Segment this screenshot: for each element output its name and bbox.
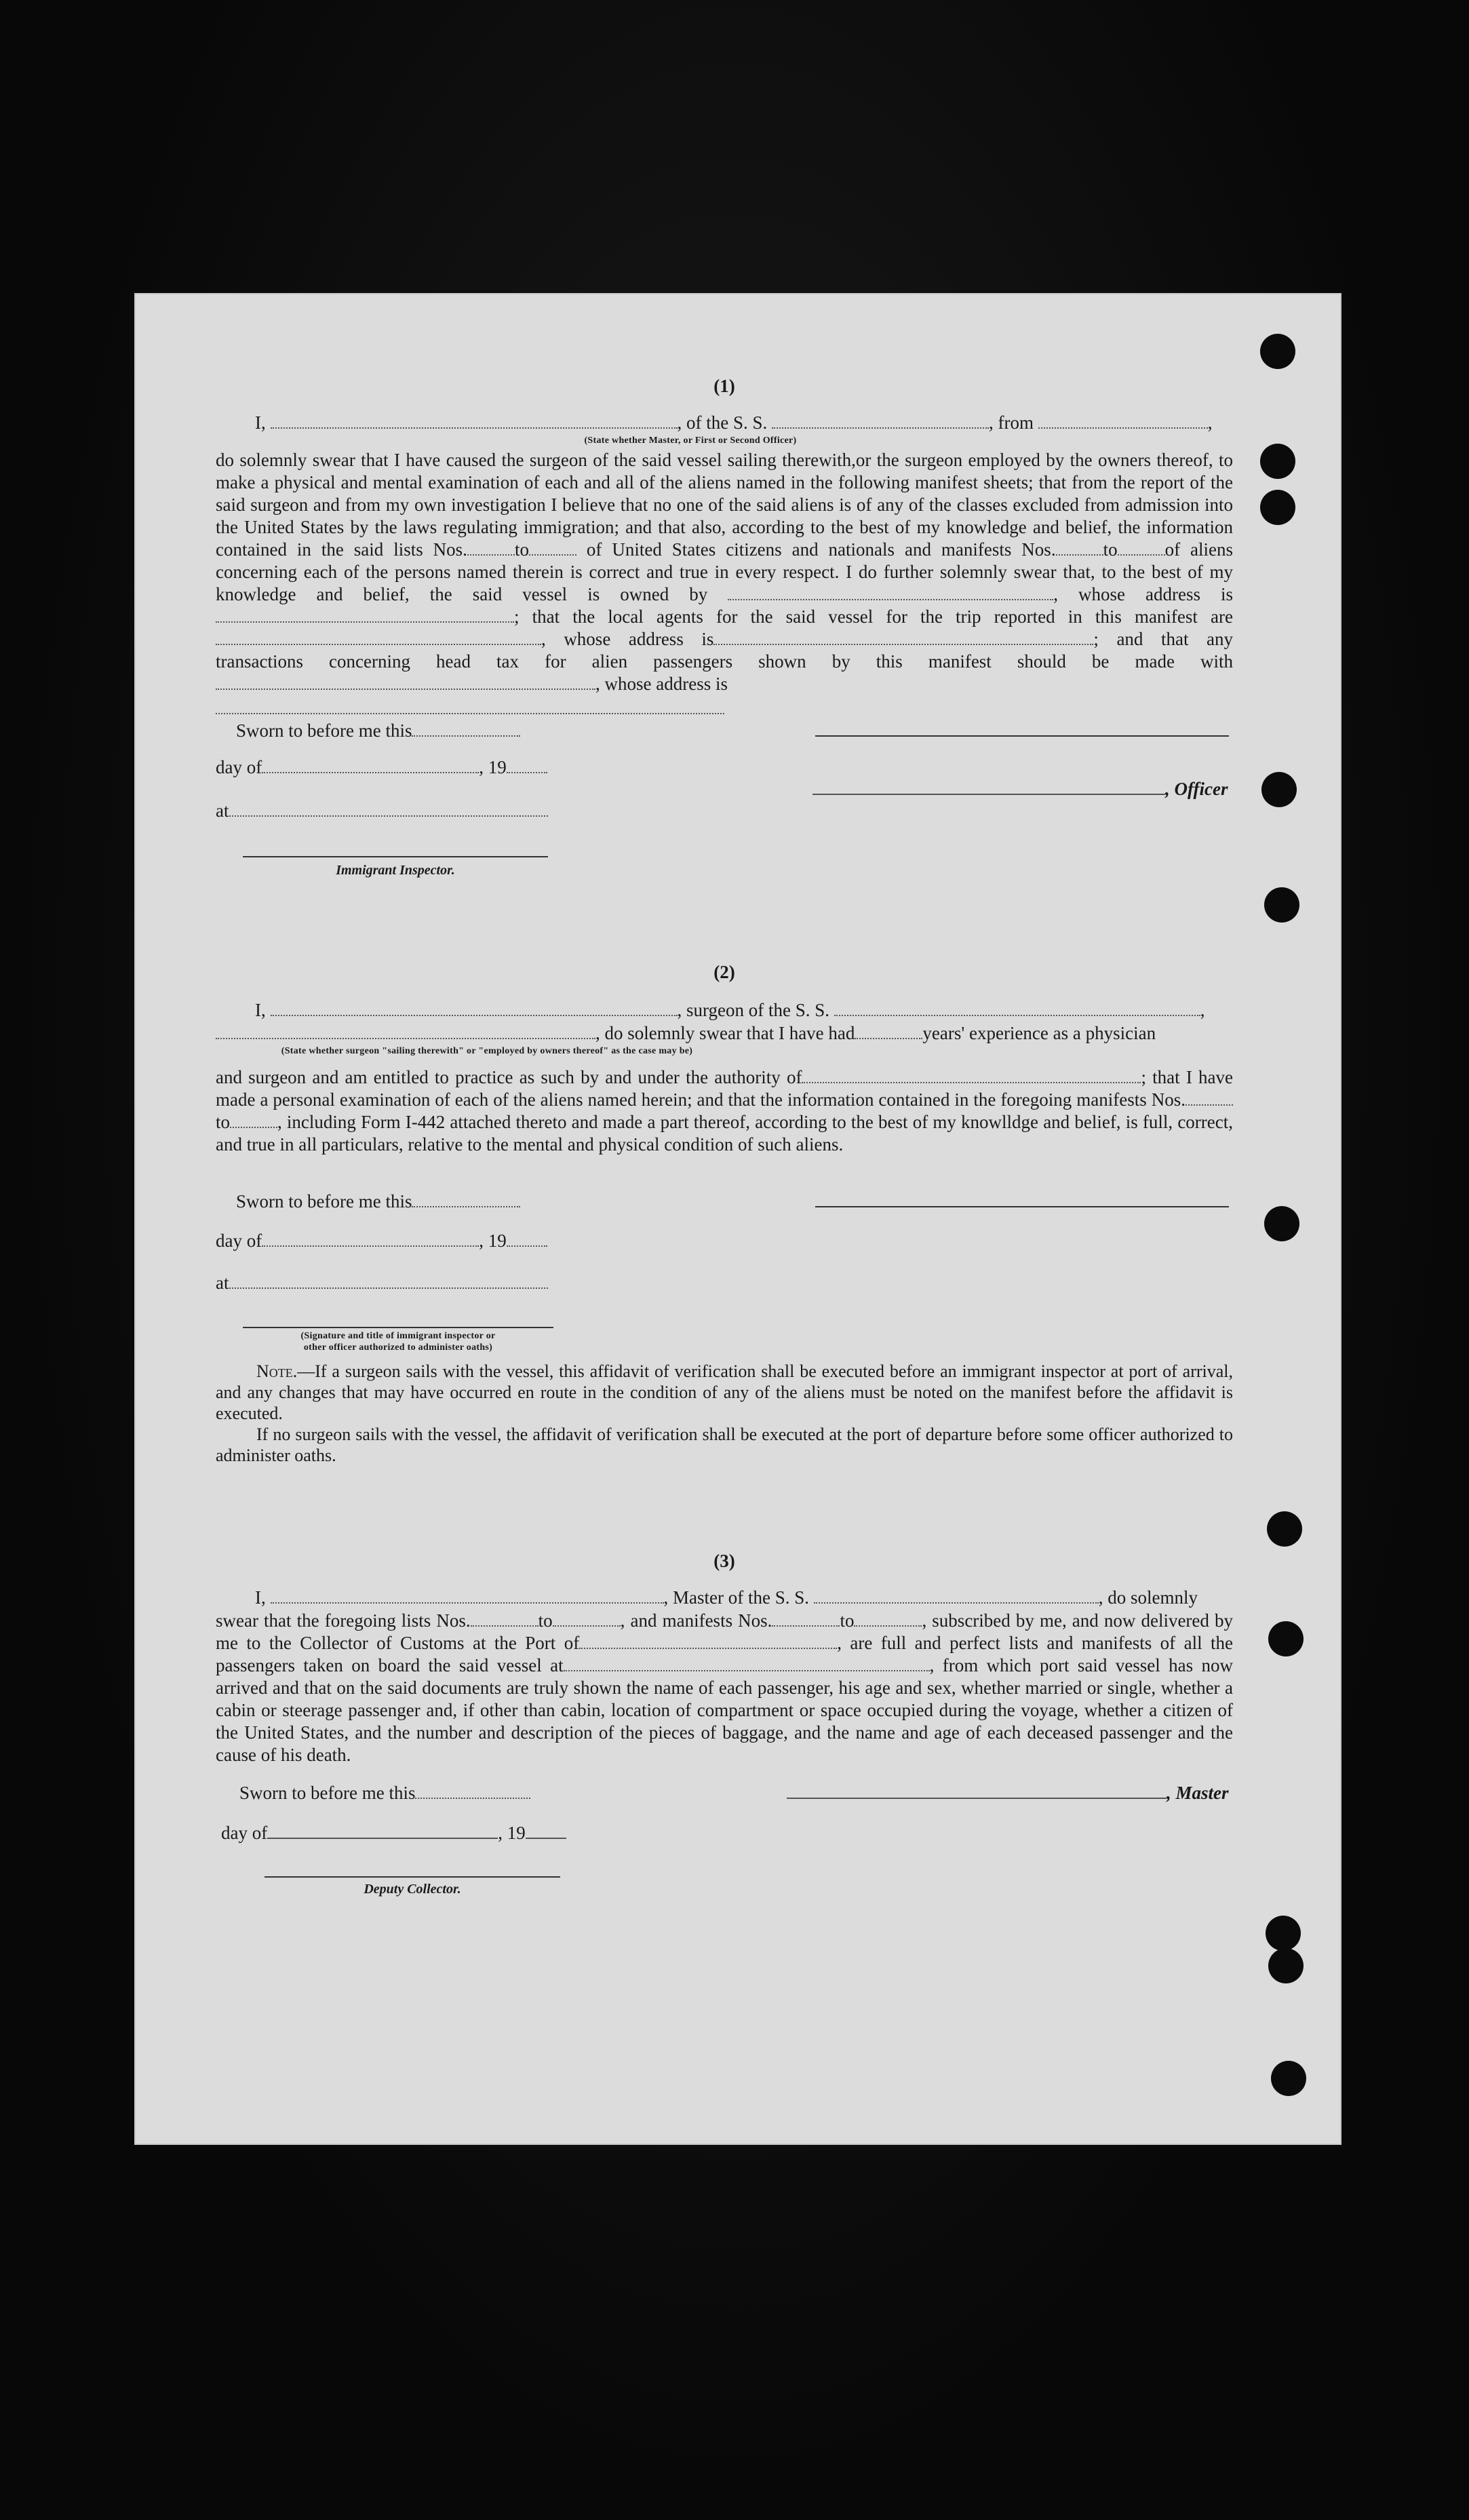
- section-1-para-e: whose address is: [564, 629, 714, 649]
- text-do-solemnly: , do solemnly: [1098, 1587, 1198, 1608]
- section-2-number: (2): [713, 962, 735, 982]
- text-sworn: Sworn to before me this: [236, 720, 412, 741]
- text-years-experience: years' experience as a physician: [922, 1023, 1156, 1043]
- owner-address-blank[interactable]: [216, 608, 514, 623]
- section-1-body: do solemnly swear that I have caused the surgeon of the said vessel sailing therewith,or the surgeon employed by the owners thereof, to make a physical and mental examination of each and all of the aliens named in the following manifest sheets; that from the report of the said surgeon and from my own investigation I believe that no one of the said aliens is of any of the classes excluded from admission into the United States by the laws regulating immigration; and that also, according to the best of my knowledge and belief, the information contained in the said lists Nos. to of United States citizens and nationals and manifests Nos. to of aliens concerning each of the persons named therein is correct and true in every respect. I do further solemnly swear that, to the best of my knowledge and belief, the said vessel is owned by , whose address is ; that the local agents for the said vessel for the trip reported in this manifest are , whose address is ; and that any transactions concerning head tax for alien passengers shown by this manifest should be made with , whose address is: [216, 449, 1233, 714]
- from-blank[interactable]: [1038, 414, 1208, 429]
- section-1-para-f: ; and that any transactions concerning head tax for alien passengers shown by this manifest should be made with: [216, 629, 1233, 672]
- text-whose-address: , whose address is: [1053, 584, 1233, 604]
- officer-label: , Officer: [1165, 779, 1228, 799]
- inspector-signature-line[interactable]: [243, 1327, 553, 1328]
- text-from-which: , from which: [929, 1655, 1032, 1675]
- section-1: [216, 376, 1233, 397]
- section-1-para-b: of United States citizens and nationals and manifests Nos.: [586, 539, 1056, 560]
- agents-blank[interactable]: [216, 630, 541, 645]
- punch-hole: [1266, 1916, 1301, 1951]
- list-from-blank[interactable]: [471, 1612, 538, 1627]
- text-day-of: day of: [221, 1823, 268, 1843]
- sworn-row: [236, 720, 520, 741]
- section-3-para-b: port said vessel has now arrived and that on the said documents are truly shown the name of each passenger, his age and sex, whether married or single, whether a cabin or steerage passenger and, if other than cabin, location of compartment or space occupied during the voyage, whether a citizen of the United States, and the number and description of the pieces of baggage, and the name and age of each deceased passenger and the cause of his death.: [216, 1655, 1234, 1765]
- day-of-row: [216, 1230, 547, 1252]
- section-2-caption: (State whether surgeon "sailing therewith" or "employed by owners thereof" as the case may be): [281, 1046, 693, 1056]
- month-blank[interactable]: [267, 1824, 498, 1839]
- manifest-to-blank[interactable]: [1118, 541, 1165, 556]
- section-1-para-c: of aliens concerning each of the persons named therein is correct and true in every respect. I do further solemnly swear that, to the best of my knowledge and belief, the said vessel is owned by: [216, 539, 1234, 604]
- text-day-of: day of: [216, 1230, 262, 1251]
- surgeon-type-blank[interactable]: [216, 1024, 595, 1039]
- punch-hole: [1260, 490, 1295, 525]
- section-2-line-2: [216, 1023, 1156, 1044]
- day-of-row: [221, 1823, 566, 1844]
- surgeon-signature-line[interactable]: [815, 1206, 1229, 1207]
- punch-hole: [1264, 1206, 1299, 1241]
- section-1-line-1: I, , of the S. S. , from ,: [255, 412, 1213, 433]
- text-nineteen: , 19: [479, 1230, 507, 1251]
- year-blank[interactable]: [526, 1824, 566, 1839]
- section-3-line-1: [255, 1587, 1198, 1608]
- text-of-ss: , of the S. S.: [677, 412, 768, 433]
- inspector-caption: Immigrant Inspector.: [336, 863, 455, 878]
- text-at: at: [216, 800, 229, 821]
- surgeon-name-blank[interactable]: [271, 1001, 678, 1016]
- section-2-line-1: I, , surgeon of the S. S. ,: [255, 1000, 1205, 1020]
- place-blank[interactable]: [229, 802, 548, 817]
- text-do-solemnly: , do solemnly swear that I have had: [595, 1023, 855, 1043]
- manifest-from-blank[interactable]: [1186, 1091, 1233, 1106]
- month-blank[interactable]: [262, 1232, 479, 1247]
- text-surgeon-of: , surgeon of the S. S.: [677, 1000, 830, 1020]
- day-of-row: [216, 757, 547, 778]
- note-label: Note.: [256, 1361, 298, 1381]
- document-page: [134, 293, 1341, 2145]
- port-blank[interactable]: [579, 1634, 837, 1649]
- text-to: to: [840, 1610, 855, 1631]
- text-day-of: day of: [216, 757, 262, 777]
- punch-hole: [1260, 334, 1295, 369]
- text-i: I,: [255, 1000, 266, 1020]
- sworn-day-blank[interactable]: [412, 1193, 520, 1207]
- text-i: I,: [255, 1587, 266, 1608]
- text-at: at: [216, 1273, 229, 1293]
- year-blank[interactable]: [507, 758, 547, 773]
- punch-hole: [1268, 1948, 1304, 1983]
- section-3-body: [216, 1610, 1233, 1766]
- place-blank[interactable]: [229, 1274, 548, 1289]
- text-nineteen: , 19: [498, 1823, 526, 1843]
- master-row: [787, 1783, 1229, 1804]
- years-blank[interactable]: [855, 1024, 922, 1039]
- signature-line-right[interactable]: [815, 735, 1229, 737]
- section-2-para-c: , including Form I-442 attached thereto and made a part thereof, according to the best of my knowlldge and belief, is full, correct, and true in all particulars, relative to the mental and physical condition of such aliens.: [216, 1112, 1233, 1155]
- punch-hole: [1267, 1511, 1302, 1547]
- punch-hole: [1271, 2061, 1306, 2096]
- text-nineteen: , 19: [479, 757, 507, 777]
- year-blank[interactable]: [507, 1232, 547, 1247]
- authority-blank[interactable]: [802, 1068, 1141, 1083]
- text-whose-address: , whose address is: [595, 674, 728, 694]
- departure-port-blank[interactable]: [564, 1656, 930, 1671]
- agents-address-blank[interactable]: [713, 630, 1093, 645]
- manifest-from-blank[interactable]: [772, 1612, 840, 1627]
- text-to: to: [1103, 539, 1118, 560]
- at-row: [216, 800, 548, 821]
- master-signature-blank[interactable]: [787, 1784, 1167, 1799]
- text-sworn: Sworn to before me this: [239, 1783, 416, 1803]
- section-2-para-b: ; that I have made a personal examination of each of the aliens named herein; and that the information contained in the foregoing manifests Nos.: [216, 1067, 1233, 1110]
- note-text: —If a surgeon sails with the vessel, this affidavit of verification shall be executed before an immigrant inspector at port of arrival, and any changes that may have occurred en route in the condition of any of the aliens must be noted on the manifest before the affidavit is executed.: [216, 1361, 1233, 1423]
- sworn-row: [236, 1191, 520, 1212]
- text-from: , from: [989, 412, 1034, 433]
- punch-hole: [1261, 772, 1297, 807]
- text-master-of: , Master of the S. S.: [663, 1587, 809, 1608]
- vessel-blank[interactable]: [814, 1589, 1099, 1604]
- section-2: [216, 962, 1233, 983]
- section-1-para-a: do solemnly swear that I have caused the surgeon of the said vessel sailing therewith,or the surgeon employed by the owners thereof, to make a physical and mental examination of each and all of the aliens named in the following manifest sheets; that from the report of the said surgeon and from my own investigation I believe that no one of the said aliens is of any of the classes excluded from admission into the United States by the laws regulating immigration; and that also, according to the best of my knowledge and belief, the information contained in the said lists Nos.: [216, 450, 1233, 560]
- section-1-para-d: ; that the local agents for the said vessel for the trip reported in this manifest are: [514, 606, 1233, 627]
- vessel-blank[interactable]: [772, 414, 989, 429]
- note-block: [216, 1361, 1233, 1466]
- list-to-blank[interactable]: [553, 1612, 621, 1627]
- note-text-2: If no surgeon sails with the vessel, the affidavit of verification shall be executed at the port of departure before some officer authorized to administer oaths.: [216, 1424, 1233, 1465]
- collector-caption: Deputy Collector.: [364, 1882, 461, 1897]
- master-label: , Master: [1167, 1783, 1229, 1803]
- list-to-blank[interactable]: [529, 541, 576, 556]
- section-1-number: (1): [713, 376, 735, 396]
- section-3: [216, 1551, 1233, 1572]
- section-3-number: (3): [713, 1551, 735, 1571]
- sworn-row: [239, 1783, 530, 1804]
- sworn-day-blank[interactable]: [415, 1784, 530, 1799]
- section-2-para-a: and surgeon and am entitled to practice as such by and under the authority of: [216, 1067, 802, 1087]
- text-to: to: [538, 1610, 553, 1631]
- owner-blank[interactable]: [728, 585, 1053, 600]
- manifest-to-blank[interactable]: [854, 1612, 922, 1627]
- text-full-perfect: , are full and perfect lists and manifests of all the passengers taken on board the said vessel at: [216, 1633, 1233, 1675]
- section-1-caption: (State whether Master, or First or Second Officer): [584, 435, 797, 446]
- month-blank[interactable]: [262, 758, 479, 773]
- officer-signature-blank[interactable]: [812, 780, 1165, 795]
- text-to: to: [514, 539, 529, 560]
- list-from-blank[interactable]: [467, 541, 515, 556]
- at-row: [216, 1273, 548, 1294]
- master-name-blank[interactable]: [271, 1589, 664, 1604]
- text-sworn: Sworn to before me this: [236, 1191, 412, 1211]
- signature-caption-1: (Signature and title of immigrant inspector or: [300, 1331, 496, 1341]
- collector-signature-line[interactable]: [265, 1876, 560, 1878]
- manifest-to-blank[interactable]: [230, 1113, 277, 1128]
- head-tax-address-blank[interactable]: [216, 699, 724, 714]
- officer-row: [812, 779, 1228, 800]
- manifest-from-blank[interactable]: [1056, 541, 1103, 556]
- text-to: to: [216, 1112, 231, 1132]
- section-2-body: [216, 1066, 1233, 1156]
- punch-hole: [1264, 887, 1299, 923]
- sworn-day-blank[interactable]: [412, 722, 520, 737]
- inspector-signature-line[interactable]: [243, 856, 548, 857]
- signature-caption-2: other officer authorized to administer oaths): [303, 1342, 493, 1353]
- head-tax-blank[interactable]: [216, 675, 595, 690]
- text-subscribed: , subscribed by me, and now delivered by me to the Collector of Customs at the Port of: [216, 1610, 1234, 1653]
- text-i: I,: [255, 412, 266, 433]
- name-blank[interactable]: [271, 414, 678, 429]
- section-3-para-a: swear that the foregoing lists Nos.: [216, 1610, 471, 1631]
- punch-hole: [1268, 1621, 1304, 1656]
- text-and-manifests: , and manifests Nos.: [620, 1610, 772, 1631]
- vessel-blank[interactable]: [834, 1001, 1200, 1016]
- punch-hole: [1260, 444, 1295, 479]
